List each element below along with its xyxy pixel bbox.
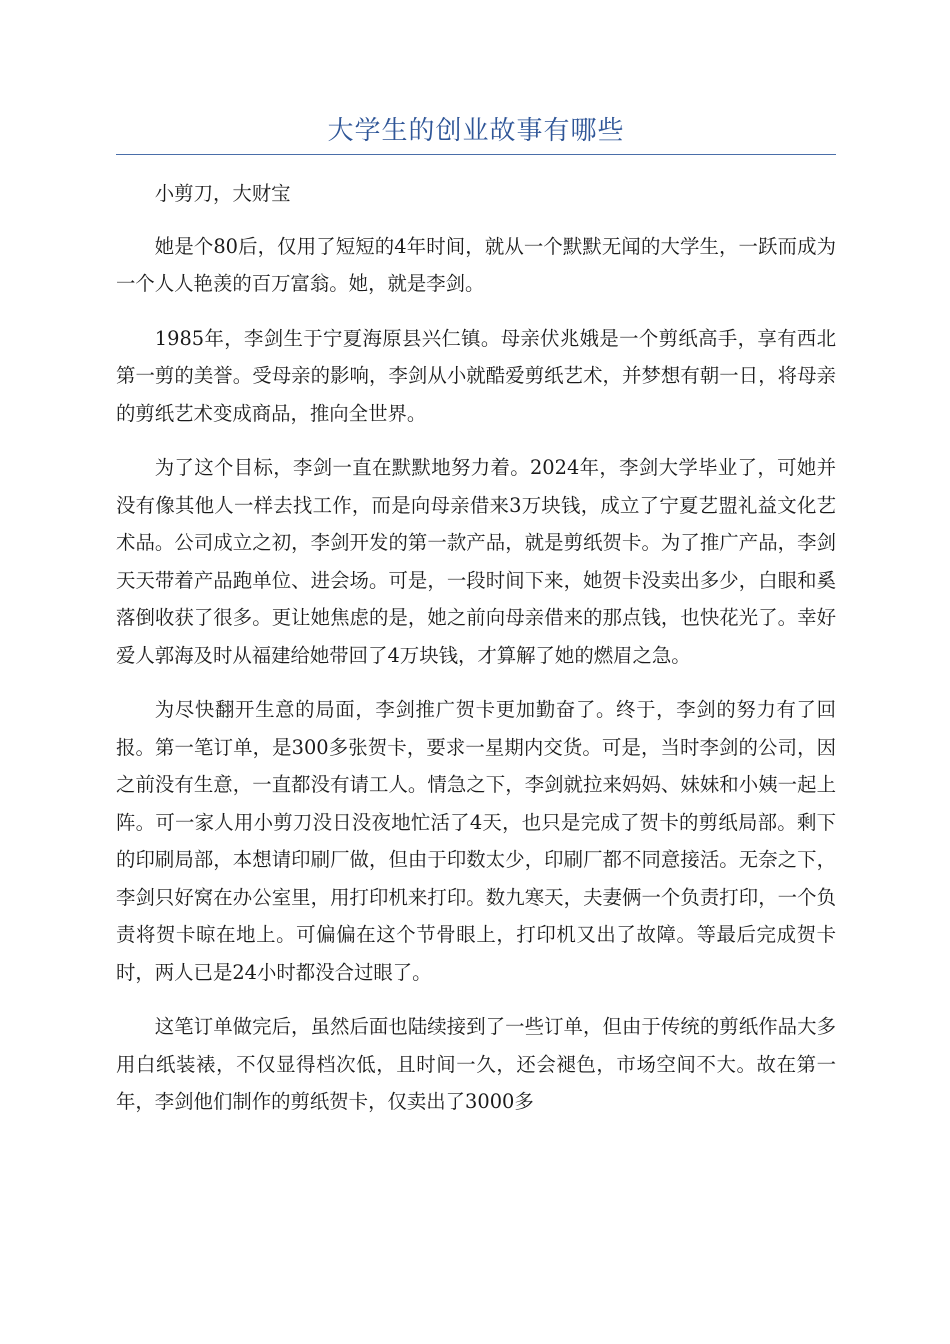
paragraph-3: 为了这个目标，李剑一直在默默地努力着。2024年，李剑大学毕业了，可她并没有像其他人一样去找工作，而是向母亲借来3万块钱，成立了宁夏艺盟礼益文化艺术品。公司成立之初，李剑开发的第一款产品，就是剪纸贺卡。为了推广产品，李剑天天带着产品跑单位、进会场。可是，一段时间下来，她贺卡没卖出多少，白眼和奚落倒收获了很多。更让她焦虑的是，她之前向母亲借来的那点钱，也快花光了。幸好爱人郭海及时从福建给她带回了4万块钱，才算解了她的燃眉之急。 <box>116 456 836 667</box>
paragraph-4: 为尽快翻开生意的局面，李剑推广贺卡更加勤奋了。终于，李剑的努力有了回报。第一笔订单，是300多张贺卡，要求一星期内交货。可是，当时李剑的公司，因之前没有生意，一直都没有请工人。情急之下，李剑就拉来妈妈、妹妹和小姨一起上阵。可一家人用小剪刀没日没夜地忙活了4天，也只是完成了贺卡的剪纸局部。剩下的印刷局部，本想请印刷厂做，但由于印数太少，印刷厂都不同意接活。无奈之下，李剑只好窝在办公室里，用打印机来打印。数九寒天，夫妻俩一个负责打印，一个负责将贺卡晾在地上。可偏偏在这个节骨眼上，打印机又出了故障。等最后完成贺卡时，两人已是24小时都没合过眼了。 <box>116 698 836 984</box>
paragraph-1: 她是个80后，仅用了短短的4年时间，就从一个默默无闻的大学生，一跃而成为一个人人艳羡的百万富翁。她，就是李剑。 <box>116 234 836 295</box>
document-title: 大学生的创业故事有哪些 <box>327 116 625 146</box>
document-body <box>116 175 836 1121</box>
document-page <box>116 0 836 1344</box>
paragraph-5: 这笔订单做完后，虽然后面也陆续接到了一些订单，但由于传统的剪纸作品大多用白纸装裱，不仅显得档次低，且时间一久，还会褪色，市场空间不大。故在第一年，李剑他们制作的剪纸贺卡，仅卖出了3000多 <box>116 1015 836 1113</box>
title-underline <box>116 154 836 155</box>
section-subtitle: 小剪刀，大财宝 <box>154 182 291 205</box>
paragraph-2: 1985年，李剑生于宁夏海原县兴仁镇。母亲伏兆娥是一个剪纸高手，享有西北第一剪的美誉。受母亲的影响，李剑从小就酷爱剪纸艺术，并梦想有朝一日，将母亲的剪纸艺术变成商品，推向全世界。 <box>116 326 836 425</box>
